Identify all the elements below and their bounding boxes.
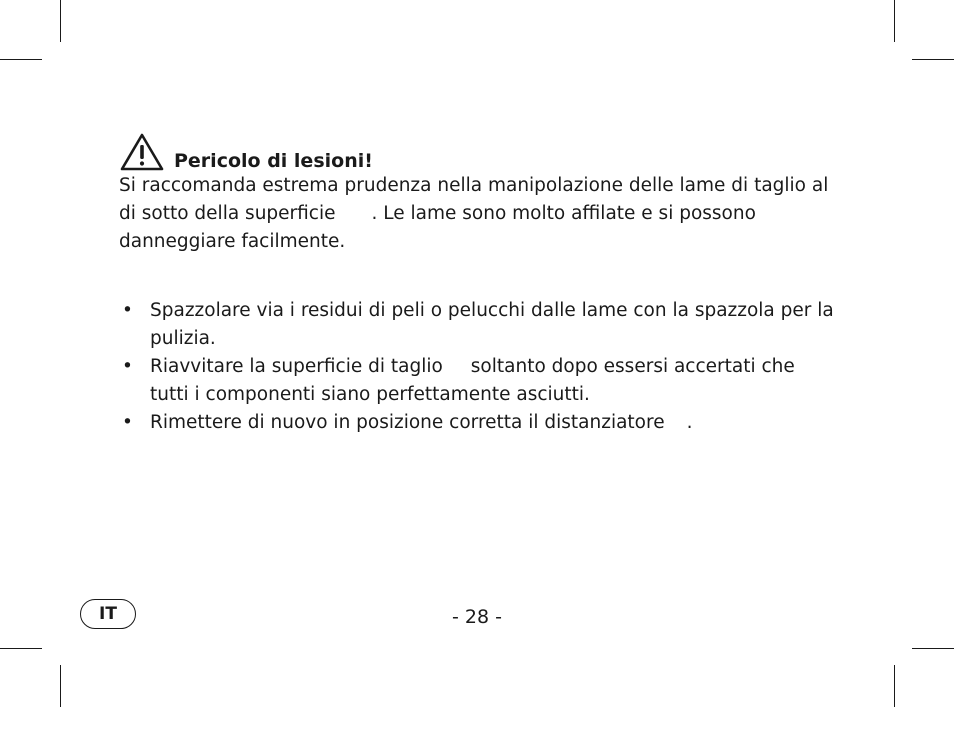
crop-mark [60, 665, 61, 707]
warning-triangle-icon [119, 132, 165, 172]
page-content [119, 128, 839, 437]
crop-mark [894, 665, 895, 707]
instruction-list [119, 297, 839, 437]
list-item: • Riavvitare la superficie di taglio soltanto dopo essersi accertati che tutti i componenti siano perfettamente asciutti. [119, 353, 839, 409]
page-number: - 28 - [452, 606, 502, 628]
crop-mark [894, 0, 895, 42]
crop-mark [912, 648, 954, 649]
bullet-icon: • [122, 356, 133, 377]
crop-mark [912, 59, 954, 60]
warning-title: Pericolo di lesioni! [174, 150, 373, 172]
warning-heading [119, 128, 839, 172]
bullet-icon: • [122, 412, 133, 433]
crop-mark [0, 59, 42, 60]
list-item: • Spazzolare via i residui di peli o pelucchi dalle lame con la spazzola per la pulizia. [119, 297, 839, 353]
warning-text: Si raccomanda estrema prudenza nella manipolazione delle lame di taglio al di sotto della superficie . Le lame sono molto affilate e si possono danneggiare facilmente. [119, 175, 829, 252]
crop-mark [60, 0, 61, 42]
language-badge: IT [80, 599, 136, 629]
list-item: • Rimettere di nuovo in posizione corretta il distanziatore . [119, 409, 839, 437]
crop-mark [0, 648, 42, 649]
bullet-icon: • [122, 300, 133, 321]
